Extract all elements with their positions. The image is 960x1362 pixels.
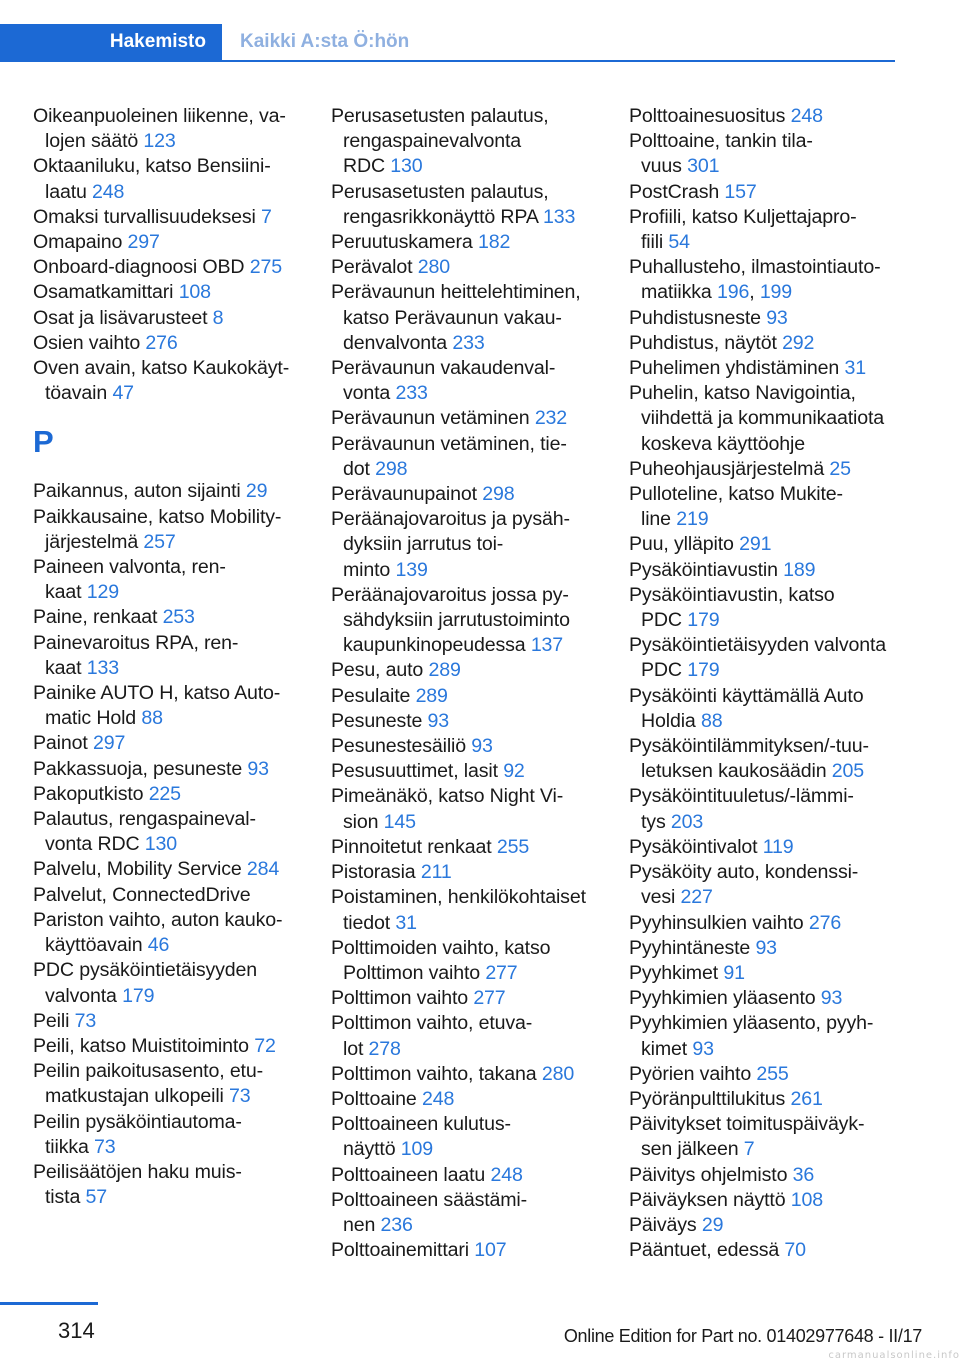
index-entry-text: Pyyhkimien yläasento, pyyh‐ kimet — [629, 1012, 874, 1060]
index-entry — [331, 684, 603, 709]
page-link[interactable]: 211 — [420, 861, 452, 884]
page-link[interactable]: 137 — [530, 634, 564, 657]
page-link[interactable]: 280 — [541, 1062, 575, 1085]
index-entry — [331, 507, 603, 583]
index-entry-text: Perävaunun vetäminen, tie‐ dot — [331, 432, 567, 480]
page-link[interactable]: 145 — [383, 810, 416, 833]
page-link[interactable]: 123 — [143, 130, 176, 153]
index-entry — [331, 759, 603, 784]
index-entry-text: Puu, ylläpito — [629, 533, 740, 556]
index-entry — [33, 1034, 299, 1059]
index-entry-text: Polttoaineen säästämi‐ nen — [331, 1188, 528, 1236]
index-entry-text: Paine, renkaat — [33, 606, 163, 629]
page-link[interactable]: 292 — [782, 331, 815, 354]
index-entry — [629, 457, 903, 482]
index-entry — [629, 331, 903, 356]
index-entry-text: Pysäköintivalot — [629, 835, 763, 858]
index-entry — [629, 482, 903, 532]
index-entry — [629, 558, 903, 583]
index-entry-text: Pysäköintiavustin — [629, 558, 784, 581]
index-entry-text: Pesunestesäiliö — [331, 735, 472, 758]
page-link[interactable]: 73 — [94, 1135, 116, 1158]
index-entry — [331, 1238, 603, 1263]
footer-rule — [0, 1302, 98, 1305]
page-link[interactable]: 297 — [127, 231, 160, 254]
page-link[interactable]: 236 — [380, 1213, 413, 1236]
index-entry — [33, 1160, 299, 1210]
page-link[interactable]: 261 — [790, 1087, 823, 1110]
index-entry-text: Peilin paikoitusasento, etu‐ matkustajan ulkopeili — [33, 1060, 263, 1108]
index-entry — [331, 936, 603, 986]
index-entry — [629, 381, 903, 457]
index-entry — [629, 255, 903, 305]
index-entry-text: Osien vaihto — [33, 331, 146, 354]
page-link[interactable]: 93 — [427, 709, 450, 732]
page-link[interactable]: 248 — [790, 105, 823, 127]
index-entry-text: Polttoaine, tankin tila‐ vuus — [629, 130, 813, 178]
index-entry — [33, 555, 299, 605]
page-link[interactable]: 93 — [766, 306, 788, 329]
index-entry-text: Pakkassuoja, pesuneste — [33, 757, 248, 780]
index-entry-text: Perävaunun heittelehtiminen, katso Perävaunun vakau‐ denvalvonta — [331, 281, 581, 354]
index-column-3 — [629, 104, 903, 1263]
index-entry — [33, 230, 299, 255]
index-entry — [33, 280, 299, 305]
index-entry — [331, 1062, 603, 1087]
index-entry-text: Pakoputkisto — [33, 782, 149, 805]
index-entry — [33, 605, 299, 630]
page-link[interactable]: 255 — [496, 835, 530, 858]
index-entry-text: Polttoainesuositus — [629, 105, 791, 127]
page-link[interactable]: 275 — [249, 256, 282, 279]
index-entry — [629, 1213, 903, 1238]
index-entry — [33, 857, 299, 882]
index-entry-text: Painot — [33, 732, 93, 755]
index-entry-text: Päiväys — [629, 1213, 702, 1236]
index-entry-text: Puhelin, katso Navigointia, viihdettä ja kommunikaatiota koskeva käyttöohje — [629, 382, 885, 455]
index-entry — [629, 104, 903, 129]
index-entry-text: Peili — [33, 1009, 75, 1032]
page-link[interactable]: 130 — [144, 833, 178, 856]
index-entry — [629, 734, 903, 784]
index-entry — [629, 1112, 903, 1162]
page-link[interactable]: 119 — [762, 835, 794, 858]
index-entry-text: Profiili, katso Kuljettajapro‐ fiili — [629, 205, 857, 254]
page-link[interactable]: 182 — [477, 231, 511, 254]
page-link[interactable]: 289 — [428, 659, 461, 682]
index-entry — [629, 180, 903, 205]
index-entry — [33, 807, 299, 857]
index-entry-text: Paineen valvonta, ren‐ kaat — [33, 556, 226, 604]
index-entry — [331, 986, 603, 1011]
page-link[interactable]: 73 — [74, 1009, 97, 1032]
index-entry — [629, 986, 903, 1011]
index-entry — [33, 782, 299, 807]
index-entry — [331, 180, 603, 230]
page-link[interactable]: 139 — [395, 558, 428, 581]
page-separator: , — [749, 281, 760, 304]
index-entry — [629, 633, 903, 683]
edition-note: Online Edition for Part no. 01402977648 - II/17 — [563, 1326, 922, 1346]
watermark: carmanualsonline.info — [828, 1350, 960, 1361]
page-link[interactable]: 93 — [471, 735, 493, 758]
page-link[interactable]: 72 — [254, 1034, 276, 1057]
index-entry-text: PDC pysäköintietäisyyden valvonta — [33, 959, 258, 1007]
index-entry-text: Pyyhkimien yläasento — [629, 987, 821, 1010]
page-link[interactable]: 108 — [790, 1188, 824, 1211]
page-link[interactable]: 233 — [452, 331, 485, 354]
index-entry-text: Pysäköintilämmityksen/-tuu‐ letuksen kaukosäädin — [629, 735, 869, 783]
index-entry-text: Pariston vaihto, auton kauko‐ käyttöavain — [33, 908, 283, 957]
page-link[interactable]: 93 — [820, 987, 843, 1010]
index-entry-text: Perävalot — [331, 256, 418, 279]
index-entry — [33, 331, 299, 356]
index-entry-text: Polttoaineen laatu — [331, 1163, 491, 1186]
index-entry-text: Pyörien vaihto — [629, 1062, 757, 1085]
page-link[interactable]: 179 — [687, 659, 720, 682]
index-entry-text: Palvelu, Mobility Service — [33, 858, 247, 881]
page-link[interactable]: 31 — [844, 357, 866, 380]
index-entry — [331, 255, 603, 280]
page-link[interactable]: 276 — [145, 331, 178, 354]
page-link[interactable]: 297 — [92, 732, 126, 755]
index-entry-text: Peili, katso Muistitoiminto — [33, 1034, 255, 1057]
index-entry-text: Peilin pysäköintiautoma‐ tiikka — [33, 1110, 242, 1158]
index-column-1 — [33, 104, 299, 1210]
index-entry-text: Pyyhintäneste — [629, 936, 756, 959]
page-link[interactable]: 31 — [395, 911, 417, 934]
page-number: 314 — [58, 1318, 95, 1343]
index-entry-text: Pyöränpulttilukitus — [629, 1087, 791, 1110]
index-entry-text: Puhallusteho, ilmastointiauto‐ matiikka — [629, 256, 881, 304]
index-entry-text: Painike AUTO H, katso Auto‐ matic Hold — [33, 682, 281, 730]
page-link[interactable]: 57 — [85, 1186, 107, 1209]
index-entry — [629, 1188, 903, 1213]
index-entry-text: Osat ja lisävarusteet — [33, 306, 213, 329]
page-link[interactable]: 232 — [534, 407, 568, 430]
index-entry-text: Painevaroitus RPA, ren‐ kaat — [33, 631, 239, 679]
index-entry-text: Peräänajovaroitus jossa py‐ sähdyksiin jarrutustoiminto kaupunkinopeudessa — [331, 583, 570, 657]
index-entry — [629, 684, 903, 734]
page-link[interactable]: 278 — [368, 1037, 401, 1060]
index-entry-text: Päivitys ohjelmisto — [629, 1163, 793, 1186]
index-entry — [629, 129, 903, 179]
index-entry — [331, 1112, 603, 1162]
index-entry-text: Puhelimen yhdistäminen — [629, 357, 845, 380]
index-entry — [331, 734, 603, 759]
index-entry-text: Oikeanpuoleinen liikenne, va‐ lojen säätö — [33, 105, 286, 153]
page-link[interactable]: 46 — [147, 934, 170, 957]
page-link[interactable]: 233 — [395, 382, 428, 405]
page-link[interactable]: 189 — [783, 558, 816, 581]
page-link[interactable]: 54 — [668, 231, 690, 254]
index-entry-text: Perusasetusten palautus, rengaspainevalvonta RDC — [331, 105, 549, 178]
page-link[interactable]: 92 — [503, 760, 525, 783]
index-entry — [331, 1011, 603, 1061]
index-entry — [331, 583, 603, 659]
page-link[interactable]: 157 — [724, 180, 757, 203]
index-entry-text: Poistaminen, henkilökohtaiset tiedot — [331, 886, 586, 934]
index-entry — [629, 1163, 903, 1188]
index-entry — [331, 356, 603, 406]
page-link[interactable]: 199 — [759, 281, 793, 304]
index-entry-text: Oktaaniluku, katso Bensiini‐ laatu — [33, 155, 271, 203]
page-link[interactable]: 88 — [141, 707, 163, 730]
page-link[interactable]: 179 — [687, 609, 720, 632]
tab-index[interactable]: Hakemisto — [0, 24, 222, 60]
page-link[interactable]: 298 — [375, 457, 408, 480]
index-letter-heading: P — [33, 424, 54, 460]
index-entry — [33, 681, 299, 731]
index-entry-text: Pimeänäkö, katso Night Vi‐ sion — [331, 785, 564, 833]
index-entry-text: Perävaunupainot — [331, 483, 483, 506]
index-entry — [33, 1110, 299, 1160]
page-link[interactable]: 7 — [261, 205, 272, 228]
page-link[interactable]: 277 — [485, 961, 518, 984]
page-link[interactable]: 73 — [229, 1085, 251, 1108]
index-entry — [629, 1238, 903, 1263]
index-entry-text: Puhdistus, näytöt — [629, 331, 783, 354]
index-entry — [33, 1059, 299, 1109]
page-link[interactable]: 88 — [700, 709, 723, 732]
index-entry — [629, 835, 903, 860]
index-entry — [331, 406, 603, 431]
index-entry-text: Onboard-diagnoosi OBD — [33, 256, 250, 279]
page-link[interactable]: 203 — [670, 810, 704, 833]
index-entry — [629, 532, 903, 557]
index-entry — [629, 911, 903, 936]
index-entry-text: Osamatkamittari — [33, 281, 179, 304]
page-link[interactable]: 205 — [831, 760, 864, 783]
index-entry-text: Pesu, auto — [331, 659, 429, 682]
index-entry — [33, 255, 299, 280]
index-entry-text: Pesusuuttimet, lasit — [331, 760, 504, 783]
page-link[interactable]: 284 — [246, 858, 280, 881]
index-entry — [331, 482, 603, 507]
page-link[interactable]: 108 — [178, 281, 211, 304]
page-link[interactable]: 289 — [415, 684, 448, 707]
index-entry — [33, 883, 299, 908]
index-entry-text: Peruutuskamera — [331, 231, 478, 254]
page-link[interactable]: 36 — [792, 1163, 815, 1186]
page-link[interactable]: 7 — [743, 1138, 755, 1161]
index-entry — [629, 356, 903, 381]
index-entry — [629, 1062, 903, 1087]
page-link[interactable]: 248 — [490, 1163, 523, 1186]
page-link[interactable]: 91 — [723, 961, 745, 984]
page-link[interactable]: 70 — [784, 1239, 806, 1262]
index-entry-text: Perävaunun vetäminen — [331, 407, 535, 430]
page-link[interactable]: 225 — [148, 782, 181, 805]
page-link[interactable]: 257 — [143, 530, 176, 553]
index-entry-text: Pysäköintietäisyyden valvonta PDC — [629, 634, 887, 682]
index-entry-text: Perävaunun vakaudenval‐ vonta — [331, 357, 556, 405]
index-entry-text: Polttimon vaihto, takana — [331, 1062, 542, 1085]
index-entry — [33, 205, 299, 230]
index-entry — [331, 230, 603, 255]
index-entry — [33, 306, 299, 331]
index-entry — [331, 280, 603, 356]
index-entry — [331, 1087, 603, 1112]
index-entry — [33, 104, 299, 154]
index-entry-text: Omaksi turvallisuudeksesi — [33, 205, 262, 228]
page-link[interactable]: 130 — [390, 155, 423, 178]
index-entry-text: Puheohjausjärjestelmä — [629, 457, 830, 480]
index-entry-text: Omapaino — [33, 231, 128, 254]
index-entry-text: Päiväyksen näyttö — [629, 1188, 791, 1211]
index-entry-text: Perusasetusten palautus, rengasrikkonäyttö RPA — [331, 180, 549, 228]
page-link[interactable]: 8 — [212, 306, 224, 329]
index-entry-text: Polttoaineen kulutus‐ näyttö — [331, 1113, 511, 1161]
index-entry-text: Pistorasia — [331, 861, 421, 884]
index-entry — [33, 631, 299, 681]
page-link[interactable]: 133 — [86, 656, 119, 679]
index-entry — [331, 104, 603, 180]
page-link[interactable]: 133 — [543, 205, 576, 228]
index-entry-text: Pyyhkimet — [629, 961, 724, 984]
index-entry — [331, 709, 603, 734]
index-entry — [33, 731, 299, 756]
index-entry — [629, 205, 903, 255]
index-entry-text: Pesulaite — [331, 684, 416, 707]
page-link[interactable]: 47 — [112, 382, 134, 405]
index-entry — [629, 1087, 903, 1112]
index-entry — [629, 306, 903, 331]
page-link[interactable]: 25 — [829, 457, 851, 480]
index-entry-text: Paikannus, auton sijainti — [33, 480, 246, 503]
index-entry — [33, 908, 299, 958]
page-link[interactable]: 255 — [756, 1062, 789, 1085]
page-link[interactable]: 129 — [86, 581, 119, 604]
index-entry-text: Pysäköintiavustin, katso PDC — [629, 583, 835, 632]
index-entry — [331, 885, 603, 935]
page-link[interactable]: 301 — [687, 155, 720, 178]
page-link[interactable]: 93 — [692, 1037, 714, 1060]
index-entry-text: Pinnoitetut renkaat — [331, 835, 497, 858]
index-entry — [33, 958, 299, 1008]
index-entry-text: Palvelut, ConnectedDrive — [33, 883, 251, 906]
index-entry — [629, 936, 903, 961]
index-entry — [331, 1163, 603, 1188]
index-entry-text: Päivitykset toimituspäiväyk‐ sen jälkeen — [629, 1113, 865, 1161]
index-entry — [629, 961, 903, 986]
index-entry-text: Peräänajovaroitus ja pysäh‐ dyksiin jarrutus toi‐ minto — [331, 508, 570, 581]
index-entry — [331, 835, 603, 860]
index-entry-text: Oven avain, katso Kaukokäyt‐ töavain — [33, 357, 290, 405]
index-entry — [331, 784, 603, 834]
index-entry-text: Palautus, rengaspaineval‐ vonta RDC — [33, 808, 256, 856]
page-link[interactable]: 29 — [701, 1213, 724, 1236]
page-link[interactable]: 93 — [247, 757, 269, 780]
index-entry-text: Peilisäätöjen haku muis‐ tista — [33, 1160, 242, 1209]
index-entry — [33, 356, 299, 406]
page-link[interactable]: 291 — [739, 533, 772, 556]
page-link[interactable]: 276 — [808, 911, 842, 934]
page-link[interactable]: 179 — [122, 984, 155, 1007]
tab-bar — [0, 24, 895, 62]
page-link[interactable]: 277 — [473, 987, 506, 1010]
index-entry-text: Pysäköity auto, kondenssi‐ vesi — [629, 861, 859, 909]
index-entry — [331, 658, 603, 683]
index-entry-text: PostCrash — [629, 180, 725, 203]
index-entry — [331, 432, 603, 482]
index-entry-text: Pyyhinsulkien vaihto — [629, 911, 809, 934]
page-link[interactable]: 227 — [680, 886, 713, 909]
page-link[interactable]: 253 — [162, 606, 195, 629]
index-entry-text: Puhdistusneste — [629, 306, 767, 329]
index-entry-text: Polttimon vaihto — [331, 987, 474, 1010]
index-entry-text: Polttoaine — [331, 1087, 422, 1110]
index-entry — [33, 479, 299, 504]
page-link[interactable]: 248 — [421, 1087, 455, 1110]
page-link[interactable]: 248 — [92, 180, 125, 203]
index-entry-text: Pulloteline, katso Mukite‐ line — [629, 483, 843, 531]
page-link[interactable]: 93 — [755, 936, 777, 959]
page-link[interactable]: 298 — [482, 483, 515, 506]
page-link[interactable]: 109 — [400, 1138, 434, 1161]
index-column-2 — [331, 104, 603, 1263]
page-link[interactable]: 29 — [245, 480, 268, 503]
index-entry — [629, 583, 903, 633]
index-entry-text: Polttimon vaihto, etuva‐ lot — [331, 1012, 533, 1060]
index-entry — [331, 1188, 603, 1238]
index-entry — [629, 1011, 903, 1061]
index-entry — [33, 505, 299, 555]
index-entry-text: Polttoainemittari — [331, 1239, 475, 1262]
page-link[interactable]: 196 — [716, 281, 750, 304]
index-entry — [33, 757, 299, 782]
page-link[interactable]: 219 — [676, 508, 709, 531]
page-link[interactable]: 280 — [417, 256, 450, 279]
index-entry-text: Pesuneste — [331, 709, 428, 732]
tab-a-to-z[interactable]: Kaikki A:sta Ö:hön — [240, 31, 410, 52]
index-entry — [331, 860, 603, 885]
index-entry — [629, 860, 903, 910]
index-entry-text: Polttimoiden vaihto, katso Polttimon vaihto — [331, 936, 551, 984]
index-entry-text: Paikkausaine, katso Mobility- järjestelmä — [33, 505, 282, 553]
index-entry-text: Pysäköintituuletus/-lämmi‐ tys — [629, 785, 854, 833]
page-link[interactable]: 107 — [474, 1239, 507, 1262]
index-entry — [629, 784, 903, 834]
index-entry-text: Pääntuet, edessä — [629, 1239, 785, 1262]
index-entry — [33, 154, 299, 204]
index-entry — [33, 1009, 299, 1034]
index-entry-text: Pysäköinti käyttämällä Auto Holdia — [629, 684, 864, 732]
